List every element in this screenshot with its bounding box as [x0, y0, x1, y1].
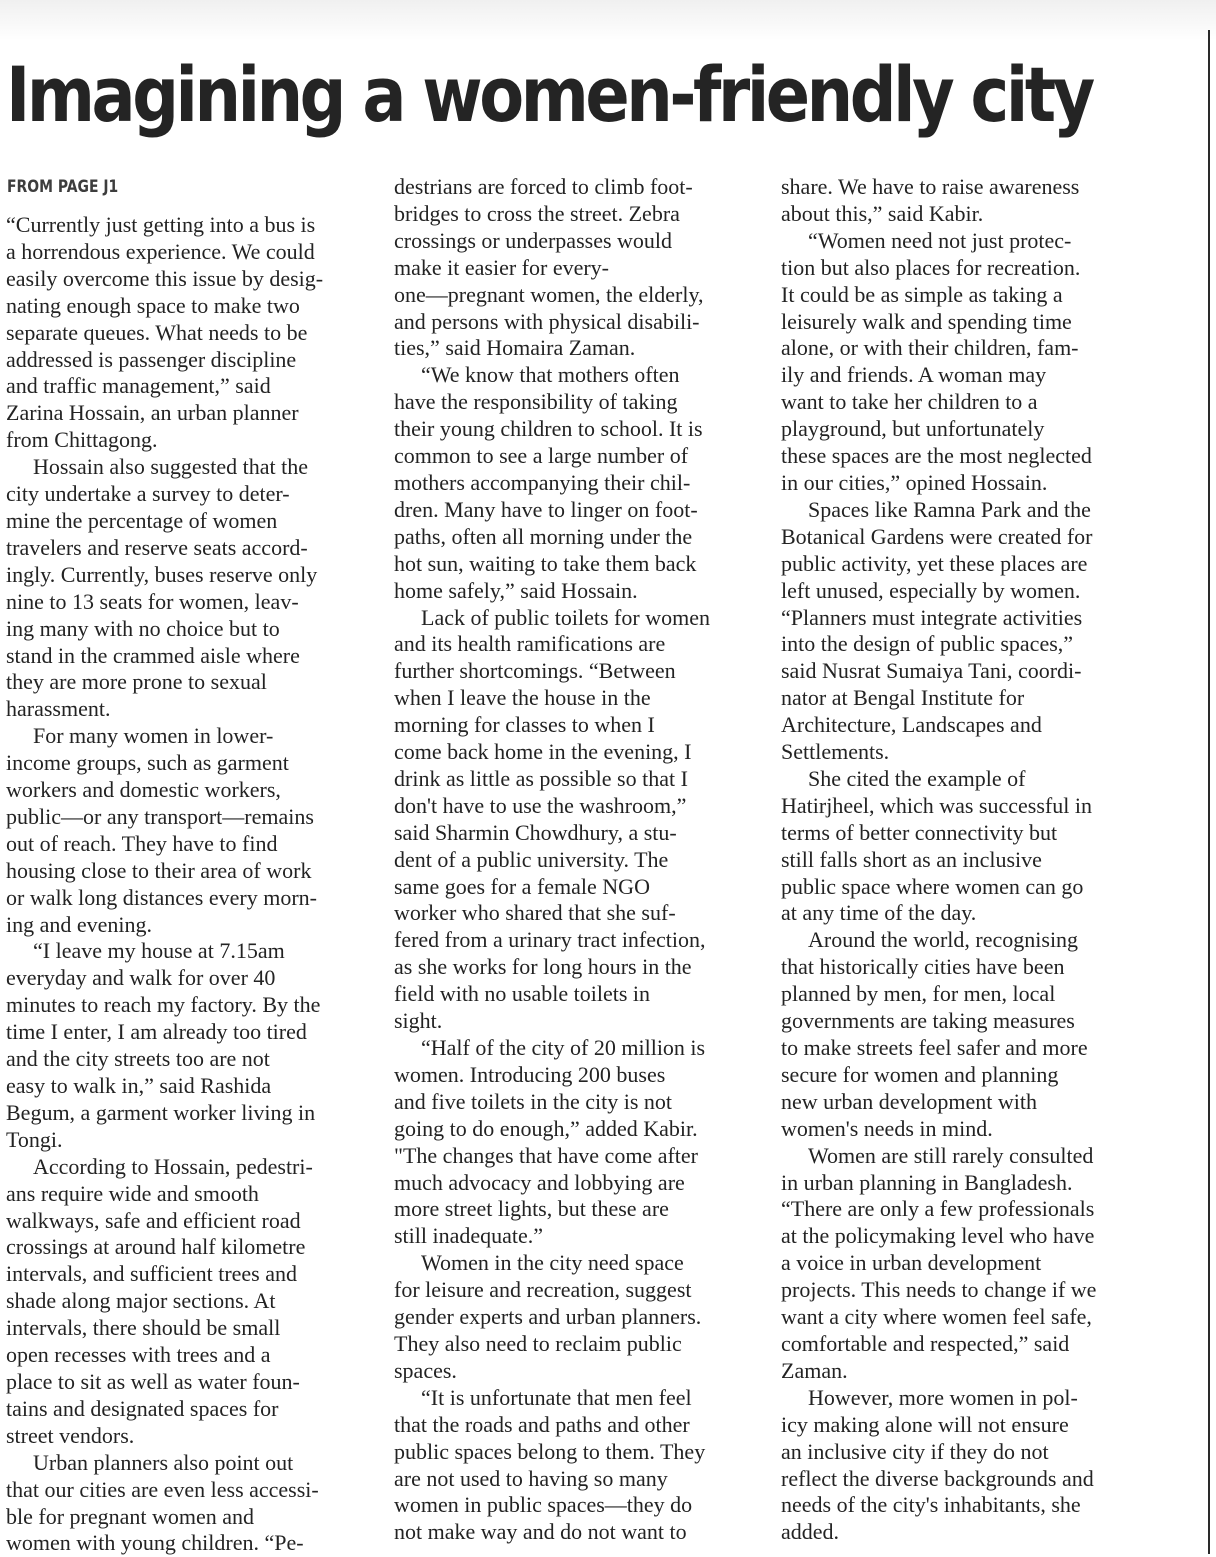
text-line: share. We have to raise awareness: [781, 174, 1080, 199]
text-line: still falls short as an inclusive: [781, 846, 1042, 872]
text-line: public activity, yet these places are: [781, 550, 1088, 576]
text-line: governments are taking measures: [781, 1008, 1075, 1034]
text-line: want a city where women feel safe,: [781, 1304, 1092, 1330]
text-line: gender experts and urban planners.: [394, 1304, 702, 1330]
text-line: ties,” said Homaira Zaman.: [394, 335, 636, 361]
text-line: ing and evening.: [6, 911, 153, 937]
text-line: hot sun, waiting to take them back: [394, 550, 697, 576]
text-line: destrians are forced to climb foot-: [394, 174, 693, 199]
text-line: workers and domestic workers,: [6, 777, 281, 803]
text-line: nator at Bengal Institute for: [781, 685, 1025, 711]
text-line: comfortable and respected,” said: [781, 1330, 1070, 1356]
text-line: easily overcome this issue by desig-: [6, 265, 324, 291]
text-line: terms of better connectivity but: [781, 819, 1058, 845]
text-line: According to Hossain, pedestri-: [33, 1153, 313, 1179]
page-edge-rule: [1208, 30, 1210, 1554]
jump-label: FROM PAGE J1: [7, 177, 119, 197]
text-line: intervals, there should be small: [6, 1315, 281, 1341]
text-line: that the roads and paths and other: [394, 1411, 690, 1437]
text-line: city undertake a survey to deter-: [6, 481, 290, 507]
article-column-1: [6, 212, 372, 1557]
text-line: same goes for a female NGO: [394, 873, 650, 899]
text-line: and the city streets too are not: [6, 1046, 270, 1072]
text-line: ily and friends. A woman may: [781, 362, 1047, 388]
text-line: public—or any transport—remains: [6, 803, 314, 829]
text-line: addressed is passenger discipline: [6, 346, 297, 372]
text-line: said Nusrat Sumaiya Tani, coordi-: [781, 658, 1082, 684]
text-line: into the design of public spaces,”: [781, 631, 1074, 657]
text-line: “There are only a few professionals: [781, 1196, 1095, 1222]
text-line: "The changes that have come after: [394, 1142, 698, 1168]
text-line: Zaman.: [781, 1357, 848, 1383]
text-line: from Chittagong.: [6, 427, 158, 453]
text-line: mine the percentage of women: [6, 507, 278, 533]
text-line: when I leave the house in the: [394, 685, 651, 711]
text-line: public space where women can go: [781, 873, 1084, 899]
text-line: not make way and do not want to: [394, 1519, 687, 1545]
text-line: playground, but unfortunately: [781, 416, 1045, 442]
text-line: nine to 13 seats for women, leav-: [6, 588, 299, 614]
text-line: time I enter, I am already too tired: [6, 1019, 307, 1045]
text-line: nating enough space to make two: [6, 292, 300, 318]
text-line: much advocacy and lobbying are: [394, 1169, 685, 1195]
text-line: icy making alone will not ensure: [781, 1411, 1069, 1437]
text-line: worker who shared that she suf-: [394, 900, 676, 926]
text-line: Botanical Gardens were created for: [781, 523, 1093, 549]
text-line: “Currently just getting into a bus is: [6, 212, 316, 237]
text-line: sight.: [394, 1008, 443, 1034]
text-line: walkways, safe and efficient road: [6, 1207, 301, 1233]
text-line: stand in the crammed aisle where: [6, 642, 300, 668]
text-line: a voice in urban development: [781, 1250, 1042, 1276]
text-line: fered from a urinary tract infection,: [394, 927, 706, 953]
text-line: ans require wide and smooth: [6, 1180, 259, 1206]
text-line: paths, often all morning under the: [394, 523, 693, 549]
text-line: Women in the city need space: [421, 1250, 684, 1276]
text-line: “I leave my house at 7.15am: [33, 938, 285, 964]
text-line: She cited the example of: [808, 765, 1026, 791]
text-line: leisurely walk and spending time: [781, 308, 1072, 334]
text-line: their young children to school. It is: [394, 416, 703, 442]
text-line: and traffic management,” said: [6, 373, 271, 399]
text-line: home safely,” said Hossain.: [394, 577, 638, 603]
text-line: that historically cities have been: [781, 954, 1065, 980]
text-line: street vendors.: [6, 1422, 135, 1448]
text-line: secure for women and planning: [781, 1061, 1059, 1087]
text-line: Settlements.: [781, 739, 890, 765]
text-line: more street lights, but these are: [394, 1196, 669, 1222]
text-line: place to sit as well as water foun-: [6, 1368, 300, 1394]
text-line: out of reach. They have to find: [6, 830, 278, 856]
text-line: come back home in the evening, I: [394, 739, 692, 765]
text-line: or walk long distances every morn-: [6, 884, 317, 910]
text-line: Tongi.: [6, 1126, 63, 1152]
text-line: an inclusive city if they do not: [781, 1438, 1049, 1464]
text-line: Women are still rarely consulted: [808, 1142, 1094, 1168]
text-line: intervals, and sufficient trees and: [6, 1261, 297, 1287]
text-line: going to do enough,” added Kabir.: [394, 1115, 698, 1141]
text-line: for leisure and recreation, suggest: [394, 1277, 692, 1303]
text-line: about this,” said Kabir.: [781, 200, 984, 226]
article-column-3: [781, 174, 1153, 1546]
text-line: housing close to their area of work: [6, 857, 312, 883]
text-line: “We know that mothers often: [421, 362, 680, 388]
text-line: reflect the diverse backgrounds and: [781, 1465, 1094, 1491]
text-line: separate queues. What needs to be: [6, 319, 308, 345]
text-line: women in public spaces—they do: [394, 1492, 693, 1518]
text-line: harassment.: [6, 696, 111, 722]
text-line: in our cities,” opined Hossain.: [781, 469, 1048, 495]
text-line: Lack of public toilets for women: [421, 604, 710, 630]
text-line: are not used to having so many: [394, 1465, 668, 1491]
text-line: added.: [781, 1519, 840, 1545]
text-line: dren. Many have to linger on foot-: [394, 496, 698, 522]
text-line: to make streets feel safer and more: [781, 1035, 1088, 1060]
text-line: have the responsibility of taking: [394, 389, 678, 415]
text-line: further shortcomings. “Between: [394, 658, 676, 684]
text-line: public spaces belong to them. They: [394, 1438, 706, 1464]
text-line: and persons with physical disabili-: [394, 308, 700, 334]
text-line: and its health ramifications are: [394, 631, 666, 657]
text-line: However, more women in pol-: [808, 1384, 1078, 1410]
text-line: Spaces like Ramna Park and the: [808, 496, 1091, 522]
text-line: mothers accompanying their chil-: [394, 469, 691, 495]
text-line: as she works for long hours in the: [394, 954, 692, 980]
text-line: Begum, a garment worker living in: [6, 1099, 316, 1125]
text-line: still inadequate.”: [394, 1223, 544, 1249]
text-line: planned by men, for men, local: [781, 981, 1056, 1007]
text-line: and five toilets in the city is not: [394, 1088, 673, 1114]
text-line: new urban development with: [781, 1088, 1037, 1114]
text-line: drink as little as possible so that I: [394, 765, 688, 791]
text-line: tains and designated spaces for: [6, 1395, 279, 1421]
text-line: Around the world, recognising: [808, 927, 1079, 953]
text-line: “Women need not just protec-: [808, 227, 1072, 253]
text-line: shade along major sections. At: [6, 1288, 276, 1314]
text-line: at the policymaking level who have: [781, 1223, 1095, 1249]
text-line: For many women in lower-: [33, 723, 274, 749]
text-line: crossings at around half kilometre: [6, 1234, 306, 1260]
text-line: make it easier for every-: [394, 254, 609, 280]
text-line: women with young children. “Pe-: [6, 1530, 304, 1556]
article-column-2: [394, 174, 762, 1546]
text-line: spaces.: [394, 1357, 457, 1383]
text-line: common to see a large number of: [394, 443, 689, 469]
text-line: income groups, such as garment: [6, 750, 289, 776]
text-line: everyday and walk for over 40: [6, 965, 276, 991]
text-line: alone, or with their children, fam-: [781, 335, 1079, 361]
text-line: Hossain also suggested that the: [33, 454, 308, 480]
text-line: that our cities are even less accessi-: [6, 1476, 319, 1502]
text-line: easy to walk in,” said Rashida: [6, 1073, 272, 1098]
headline: Imagining a women-friendly city: [6, 50, 1092, 139]
text-line: “Half of the city of 20 million is: [421, 1035, 706, 1060]
text-line: travelers and reserve seats accord-: [6, 534, 308, 560]
text-line: bridges to cross the street. Zebra: [394, 200, 680, 226]
text-line: Architecture, Landscapes and: [781, 712, 1042, 738]
text-line: dent of a public university. The: [394, 846, 669, 872]
text-line: They also need to reclaim public: [394, 1330, 682, 1356]
text-line: one—pregnant women, the elderly,: [394, 281, 704, 307]
text-line: Zarina Hossain, an urban planner: [6, 400, 299, 426]
text-line: want to take her children to a: [781, 389, 1038, 415]
text-line: ble for pregnant women and: [6, 1503, 255, 1529]
text-line: ing many with no choice but to: [6, 615, 280, 641]
text-line: Urban planners also point out: [33, 1449, 294, 1475]
text-line: It could be as simple as taking a: [781, 281, 1063, 307]
text-line: crossings or underpasses would: [394, 227, 673, 253]
text-line: morning for classes to when I: [394, 712, 655, 738]
text-line: said Sharmin Chowdhury, a stu-: [394, 819, 677, 845]
text-line: tion but also places for recreation.: [781, 254, 1081, 280]
text-line: women's needs in mind.: [781, 1115, 993, 1141]
text-line: left unused, especially by women.: [781, 577, 1081, 603]
text-line: they are more prone to sexual: [6, 669, 267, 695]
text-line: women. Introducing 200 buses: [394, 1061, 666, 1087]
text-line: projects. This needs to change if we: [781, 1277, 1097, 1303]
text-line: in urban planning in Bangladesh.: [781, 1169, 1073, 1195]
text-line: minutes to reach my factory. By the: [6, 992, 321, 1018]
text-line: these spaces are the most neglected: [781, 443, 1092, 469]
text-line: don't have to use the washroom,”: [394, 792, 687, 818]
text-line: “It is unfortunate that men feel: [421, 1384, 692, 1410]
text-line: Hatirjheel, which was successful in: [781, 792, 1092, 818]
text-line: “Planners must integrate activities: [781, 604, 1083, 630]
text-line: ingly. Currently, buses reserve only: [6, 561, 318, 587]
text-line: field with no usable toilets in: [394, 981, 651, 1007]
text-line: open recesses with trees and a: [6, 1342, 271, 1368]
text-line: needs of the city's inhabitants, she: [781, 1492, 1081, 1518]
text-line: a horrendous experience. We could: [6, 238, 315, 264]
text-line: at any time of the day.: [781, 900, 977, 926]
